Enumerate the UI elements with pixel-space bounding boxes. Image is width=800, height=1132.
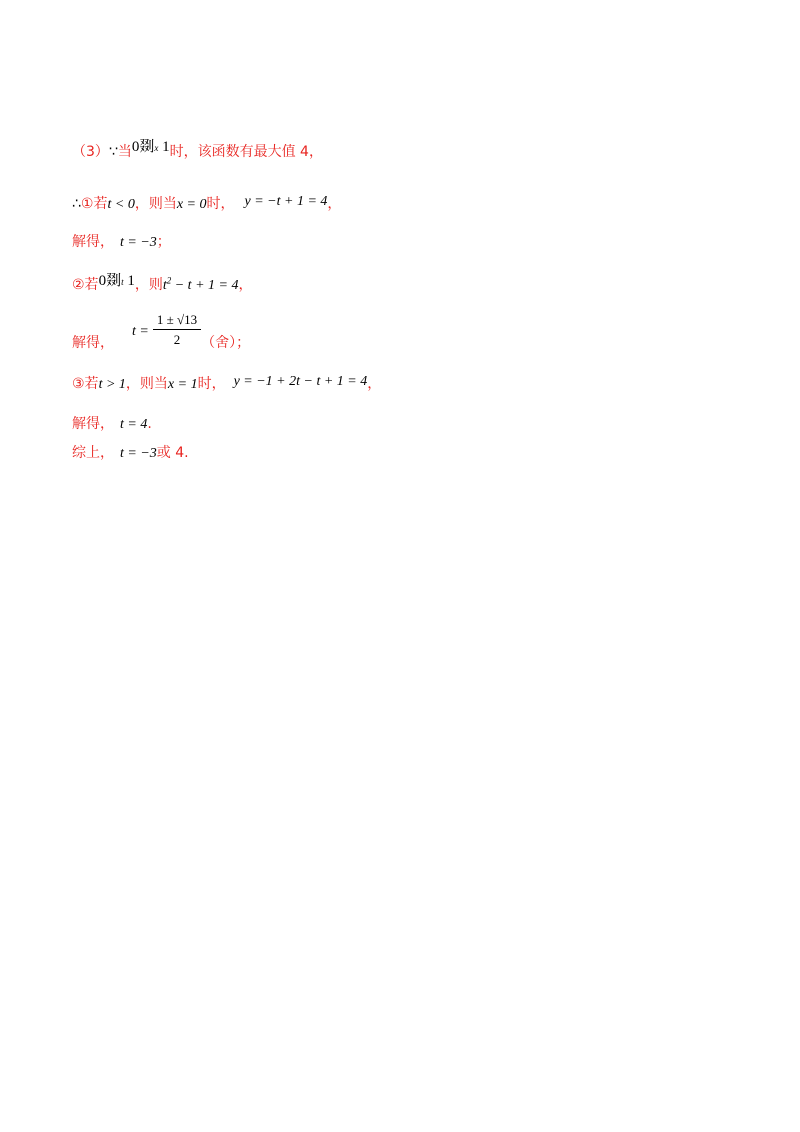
case3-result-end: . xyxy=(147,416,152,432)
case2-equation: $t^2 - t + 1 = 4$ xyxy=(162,275,239,293)
line-case2-solution xyxy=(72,312,251,351)
case1-result: t = −3 xyxy=(120,235,157,250)
case3-x: x = 1 xyxy=(167,377,198,392)
line-case1-solution xyxy=(72,231,171,251)
case1-x: x = 0 xyxy=(176,197,207,212)
case3-label: ③若 xyxy=(72,376,99,392)
case2-result-end: ； xyxy=(236,334,251,351)
case2-fraction xyxy=(153,312,201,348)
conclusion-value: t = −3 xyxy=(120,446,157,461)
case3-result: t = 4 xyxy=(120,417,148,432)
line-case2 xyxy=(72,273,252,294)
case2-condition: 0剟t 1 xyxy=(98,273,135,289)
dang-text: 当 xyxy=(117,144,132,160)
case2-lhs: t = xyxy=(132,323,149,339)
solve-label-3: 解得， xyxy=(72,416,114,432)
case1-equation: y = −t + 1 = 4 xyxy=(244,194,328,209)
case2-label: ②若 xyxy=(72,277,99,293)
max-value-text: 时，该函数有最大值 4， xyxy=(169,144,323,160)
line-case1 xyxy=(72,193,341,213)
solve-label: 解得， xyxy=(72,234,114,250)
line-conclusion xyxy=(72,442,189,462)
case1-end: ， xyxy=(327,196,342,212)
solve-label-2: 解得， xyxy=(72,334,114,351)
case2-then: ，则 xyxy=(134,277,163,293)
because-symbol: ∵ xyxy=(108,144,118,160)
case1-result-end: ； xyxy=(156,234,171,250)
line-case3-solution xyxy=(72,413,152,433)
line-case3 xyxy=(72,373,381,393)
therefore-symbol: ∴ xyxy=(72,196,81,212)
case2-end: ， xyxy=(238,277,253,293)
conclusion-or: 或 4. xyxy=(156,445,189,461)
discard-note: （舍） xyxy=(201,334,237,351)
part-label: （3） xyxy=(72,144,109,160)
case3-then: ，则当 xyxy=(125,376,168,392)
line-part3-condition xyxy=(72,140,323,161)
case3-condition: t > 1 xyxy=(98,377,126,392)
range-condition: 0剟x 1 xyxy=(131,139,170,155)
conclusion-label: 综上， xyxy=(72,445,114,461)
case3-shi: 时， xyxy=(197,376,226,392)
case1-label: ①若 xyxy=(80,196,108,212)
fraction-numerator: 1 ± √13 xyxy=(153,312,201,330)
case1-shi: 时， xyxy=(206,196,235,212)
case1-then: ，则当 xyxy=(134,196,177,212)
case1-condition: t < 0 xyxy=(107,197,135,212)
case3-equation: y = −1 + 2t − t + 1 = 4 xyxy=(233,374,368,389)
case3-end: ， xyxy=(367,376,382,392)
fraction-denominator: 2 xyxy=(173,332,181,347)
